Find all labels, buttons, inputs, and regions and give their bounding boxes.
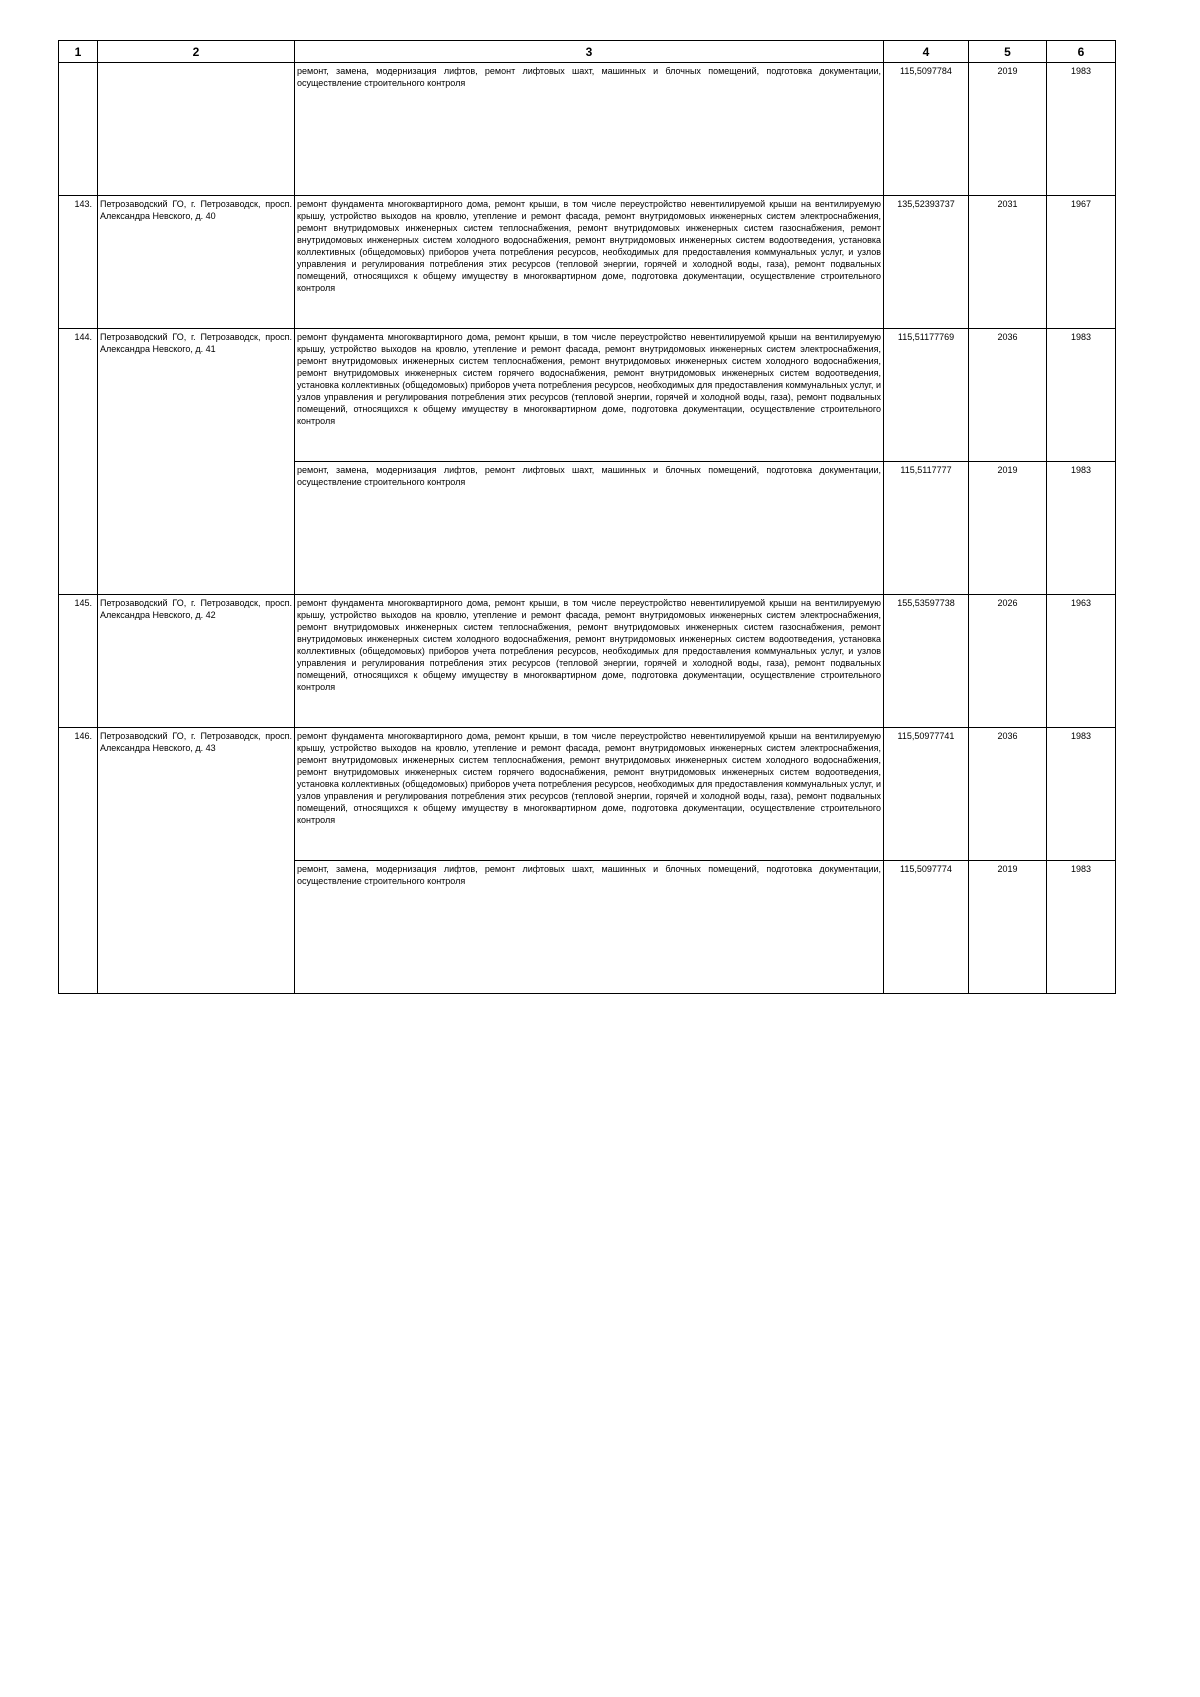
row-number: 143.: [59, 196, 98, 329]
row-built-year: 1983: [1047, 329, 1116, 462]
table-row: [59, 329, 1116, 462]
row-built-year: 1967: [1047, 196, 1116, 329]
row-works: ремонт фундамента многоквартирного дома, ремонт крыши, в том числе переустройство невентилируемой крыши на вентилируемую крышу, устройство выходов на кровлю, утепление и ремонт фасада, ремонт внутридомовых инженерных систем электроснабжения, ремонт внутридомовых инженерных систем теплоснабжения, ремонт внутридомовых инженерных систем холодного водоснабжения, ремонт внутридомовых инженерных систем горячего водоснабжения, ремонт внутридомовых инженерных систем водоотведения, установка коллективных (общедомовых) приборов учета потребления ресурсов, необходимых для предоставления коммунальных услуг, и узлов управления и регулирования потребления этих ресурсов (тепловой энергии, горячей и холодной воды, газа), ремонт подвальных помещений, относящихся к общему имуществу в многоквартирном доме, подготовка документации, осуществление строительного контроля: [295, 728, 884, 861]
row-address: [98, 63, 295, 196]
row-works: ремонт фундамента многоквартирного дома, ремонт крыши, в том числе переустройство невентилируемой крыши на вентилируемую крышу, устройство выходов на кровлю, утепление и ремонт фасада, ремонт внутридомовых инженерных систем электроснабжения, ремонт внутридомовых инженерных систем теплоснабжения, ремонт внутридомовых инженерных систем газоснабжения, ремонт внутридомовых инженерных систем холодного водоснабжения, ремонт внутридомовых инженерных систем водоотведения, установка коллективных (общедомовых) приборов учета потребления ресурсов, необходимых для предоставления коммунальных услуг, и узлов управления и регулирования потребления этих ресурсов (тепловой энергии, горячей и холодной воды, газа), ремонт подвальных помещений, относящихся к общему имуществу в многоквартирном доме, подготовка документации, осуществление строительного контроля: [295, 595, 884, 728]
header-col-2: 2: [98, 41, 295, 63]
row-year: 2019: [969, 861, 1047, 994]
header-row: [59, 41, 1116, 63]
row-number: [59, 63, 98, 196]
row-year: 2031: [969, 196, 1047, 329]
row-cost: 115,5097774: [884, 861, 969, 994]
row-cost: 115,5117777: [884, 462, 969, 595]
row-address: Петрозаводский ГО, г. Петрозаводск, просп. Александра Невского, д. 41: [98, 329, 295, 595]
row-year: 2019: [969, 462, 1047, 595]
row-built-year: 1983: [1047, 462, 1116, 595]
row-cost: 115,50977741: [884, 728, 969, 861]
row-address: Петрозаводский ГО, г. Петрозаводск, просп. Александра Невского, д. 42: [98, 595, 295, 728]
table-row: [59, 728, 1116, 861]
header-col-5: 5: [969, 41, 1047, 63]
row-works: ремонт фундамента многоквартирного дома, ремонт крыши, в том числе переустройство невентилируемой крыши на вентилируемую крышу, устройство выходов на кровлю, утепление и ремонт фасада, ремонт внутридомовых инженерных систем электроснабжения, ремонт внутридомовых инженерных систем теплоснабжения, ремонт внутридомовых инженерных систем газоснабжения, ремонт внутридомовых инженерных систем холодного водоснабжения, ремонт внутридомовых инженерных систем водоотведения, установка коллективных (общедомовых) приборов учета потребления ресурсов, необходимых для предоставления коммунальных услуг, и узлов управления и регулирования потребления этих ресурсов (тепловой энергии, горячей и холодной воды, газа), ремонт подвальных помещений, относящихся к общему имуществу в многоквартирном доме, подготовка документации, осуществление строительного контроля: [295, 196, 884, 329]
row-address: Петрозаводский ГО, г. Петрозаводск, просп. Александра Невского, д. 40: [98, 196, 295, 329]
row-address: Петрозаводский ГО, г. Петрозаводск, просп. Александра Невского, д. 43: [98, 728, 295, 994]
row-cost: 115,5097784: [884, 63, 969, 196]
row-number: 146.: [59, 728, 98, 994]
table-header: [59, 41, 1116, 63]
row-year: 2036: [969, 329, 1047, 462]
row-year: 2026: [969, 595, 1047, 728]
row-number: 144.: [59, 329, 98, 595]
row-cost: 115,51177769: [884, 329, 969, 462]
table-body: [59, 63, 1116, 994]
row-built-year: 1983: [1047, 63, 1116, 196]
row-cost: 135,52393737: [884, 196, 969, 329]
header-col-1: 1: [59, 41, 98, 63]
row-works: ремонт фундамента многоквартирного дома, ремонт крыши, в том числе переустройство невентилируемой крыши на вентилируемую крышу, устройство выходов на кровлю, утепление и ремонт фасада, ремонт внутридомовых инженерных систем электроснабжения, ремонт внутридомовых инженерных систем теплоснабжения, ремонт внутридомовых инженерных систем холодного водоснабжения, ремонт внутридомовых инженерных систем горячего водоснабжения, ремонт внутридомовых инженерных систем водоотведения, установка коллективных (общедомовых) приборов учета потребления ресурсов, необходимых для предоставления коммунальных услуг, и узлов управления и регулирования потребления этих ресурсов (тепловой энергии, горячей и холодной воды, газа), ремонт подвальных помещений, относящихся к общему имуществу в многоквартирном доме, подготовка документации, осуществление строительного контроля: [295, 329, 884, 462]
row-year: 2019: [969, 63, 1047, 196]
table-row: [59, 63, 1116, 196]
row-built-year: 1983: [1047, 861, 1116, 994]
row-cost: 155,53597738: [884, 595, 969, 728]
header-col-4: 4: [884, 41, 969, 63]
header-col-6: 6: [1047, 41, 1116, 63]
row-works: ремонт, замена, модернизация лифтов, ремонт лифтовых шахт, машинных и блочных помещений, подготовка документации, осуществление строительного контроля: [295, 63, 884, 196]
row-year: 2036: [969, 728, 1047, 861]
table-row: [59, 196, 1116, 329]
row-built-year: 1983: [1047, 728, 1116, 861]
works-table: [58, 40, 1116, 994]
row-works: ремонт, замена, модернизация лифтов, ремонт лифтовых шахт, машинных и блочных помещений, подготовка документации, осуществление строительного контроля: [295, 861, 884, 994]
row-number: 145.: [59, 595, 98, 728]
row-built-year: 1963: [1047, 595, 1116, 728]
row-works: ремонт, замена, модернизация лифтов, ремонт лифтовых шахт, машинных и блочных помещений, подготовка документации, осуществление строительного контроля: [295, 462, 884, 595]
header-col-3: 3: [295, 41, 884, 63]
table-row: [59, 595, 1116, 728]
